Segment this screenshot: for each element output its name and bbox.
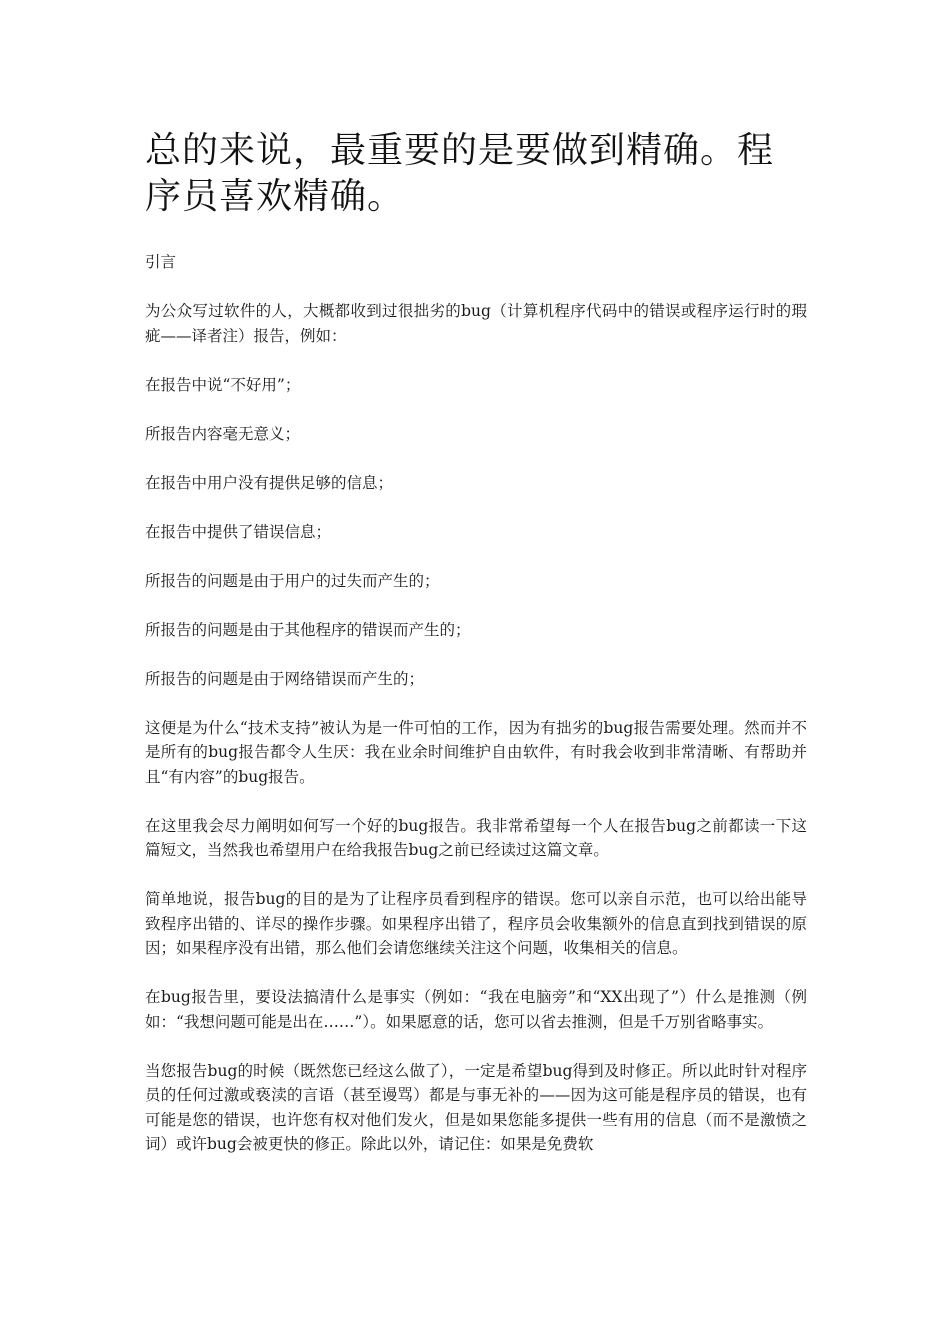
paragraph: 在bug报告里，要设法搞清什么是事实（例如：“我在电脑旁”和“XX出现了”）什么是推测（例如：“我想问题可能是出在……”）。如果愿意的话，您可以省去推测，但是千万别省略事实。: [145, 988, 807, 1031]
document-title: 总的来说，最重要的是要做到精确。程序员喜欢精确。: [145, 130, 775, 217]
list-item: 所报告的问题是由于网络错误而产生的；: [145, 669, 425, 688]
list-item: 所报告的问题是由于其他程序的错误而产生的；: [145, 620, 471, 639]
paragraph: 简单地说，报告bug的目的是为了让程序员看到程序的错误。您可以亲自示范，也可以给出能导致程序出错的、详尽的操作步骤。如果程序出错了，程序员会收集额外的信息直到找到错误的原因；如果程序没有出错，那么他们会请您继续关注这个问题，收集相关的信息。: [145, 890, 807, 957]
paragraph: 在这里我会尽力阐明如何写一个好的bug报告。我非常希望每一个人在报告bug之前都读一下这篇短文，当然我也希望用户在给我报告bug之前已经读过这篇文章。: [145, 816, 807, 859]
paragraph: 这便是为什么“技术支持”被认为是一件可怕的工作，因为有拙劣的bug报告需要处理。然而并不是所有的bug报告都令人生厌：我在业余时间维护自由软件，有时我会收到非常清晰、有帮助并且“有内容”的bug报告。: [145, 718, 807, 786]
document-body: [145, 128, 807, 1181]
paragraph: 为公众写过软件的人，大概都收到过很拙劣的bug（计算机程序代码中的错误或程序运行时的瑕疵——译者注）报告，例如：: [145, 302, 807, 345]
paragraph: 当您报告bug的时候（既然您已经这么做了），一定是希望bug得到及时修正。所以此时针对程序员的任何过激或亵渎的言语（甚至谩骂）都是与事无补的——因为这可能是程序员的错误，也有可能是您的错误，也许您有权对他们发火，但是如果您能多提供一些有用的信息（而不是激愤之词）或许bug会被更快的修正。除此以外，请记住：如果是免费软: [145, 1061, 807, 1153]
list-item: 在报告中提供了错误信息；: [145, 522, 332, 541]
list-item: 在报告中用户没有提供足够的信息；: [145, 473, 394, 492]
list-item: 在报告中说“不好用”；: [145, 375, 301, 394]
paragraph-intro-heading: 引言: [145, 253, 177, 271]
list-item: 所报告内容毫无意义；: [145, 424, 301, 443]
list-item: 所报告的问题是由于用户的过失而产生的；: [145, 571, 440, 590]
